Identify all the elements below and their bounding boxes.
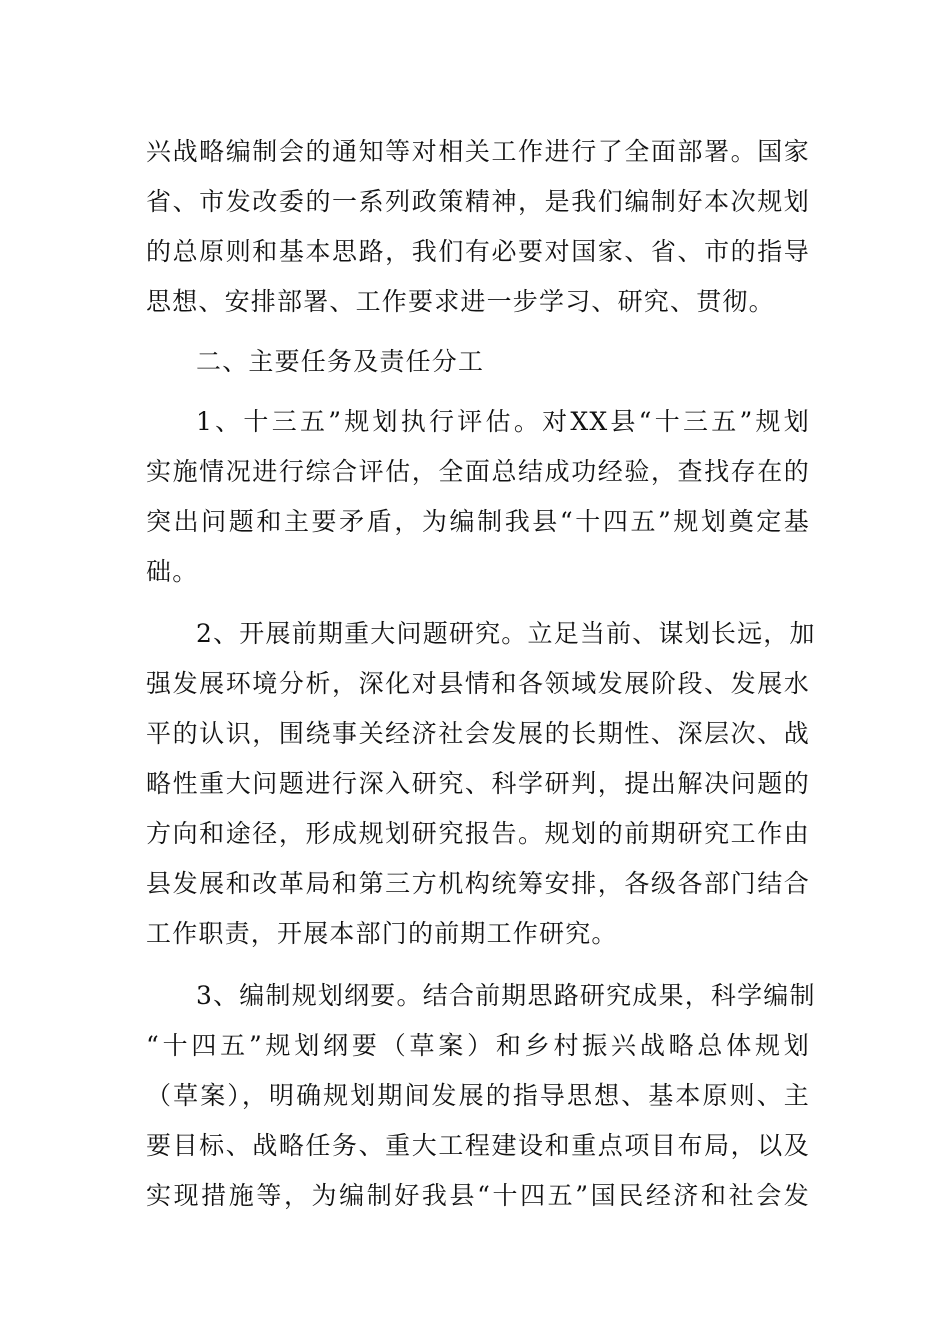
paragraph-line: 3、编制规划纲要。结合前期思路研究成果，科学编制	[196, 981, 816, 1010]
heading-text: 二、主要任务及责任分工	[196, 347, 485, 376]
paragraph-line: 1、十三五”规划执行评估。对XX县“十三五”规划	[196, 407, 810, 436]
paragraph-line: 要目标、战略任务、重大工程建设和重点项目布局，以及	[146, 1131, 810, 1160]
paragraph-line: 方向和途径，形成规划研究报告。规划的前期研究工作由	[146, 819, 810, 848]
paragraph-line: 础。	[146, 557, 199, 586]
paragraph-line: 略性重大问题进行深入研究、科学研判，提出解决问题的	[146, 769, 810, 798]
paragraph-line: 突出问题和主要矛盾，为编制我县“十四五”规划奠定基	[146, 507, 810, 536]
paragraph-line: 思想、安排部署、工作要求进一步学习、研究、贯彻。	[146, 287, 775, 316]
paragraph-line: 实现措施等，为编制好我县“十四五”国民经济和社会发	[146, 1181, 810, 1210]
paragraph-line: 工作职责，开展本部门的前期工作研究。	[146, 919, 618, 948]
paragraph-line: 平的认识，围绕事关经济社会发展的长期性、深层次、战	[146, 719, 810, 748]
paragraph-line: 的总原则和基本思路，我们有必要对国家、省、市的指导	[146, 237, 810, 266]
paragraph-line: 县发展和改革局和第三方机构统筹安排，各级各部门结合	[146, 869, 810, 898]
paragraph-line: 实施情况进行综合评估，全面总结成功经验，查找存在的	[146, 457, 810, 486]
paragraph-line: （草案），明确规划期间发展的指导思想、基本原则、主	[146, 1081, 810, 1110]
paragraph-line: 强发展环境分析，深化对县情和各领域发展阶段、发展水	[146, 669, 810, 698]
paragraph-line: “十四五”规划纲要（草案）和乡村振兴战略总体规划	[146, 1031, 810, 1060]
paragraph-line: 2、开展前期重大问题研究。立足当前、谋划长远，加	[196, 619, 816, 648]
paragraph-line: 兴战略编制会的通知等对相关工作进行了全面部署。国家	[146, 137, 810, 166]
paragraph-line: 省、市发改委的一系列政策精神，是我们编制好本次规划	[146, 187, 810, 216]
